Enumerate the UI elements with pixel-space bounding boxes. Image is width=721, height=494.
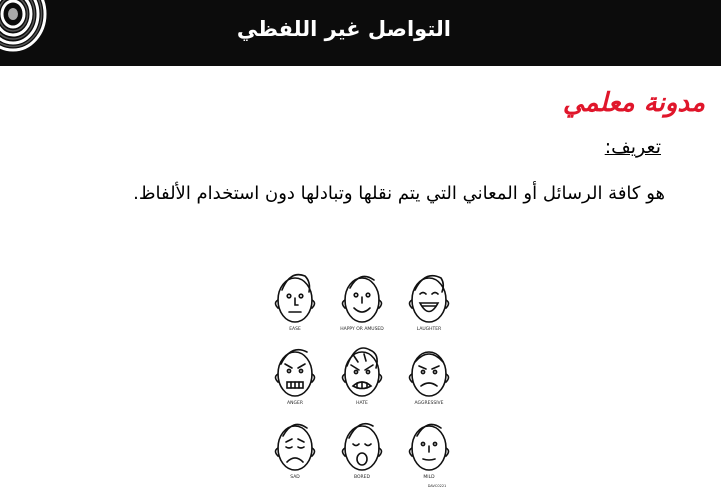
face-hate (343, 348, 382, 396)
label-hate: HATE (356, 401, 368, 406)
face-happy (343, 276, 382, 322)
label-mild: MILD (423, 475, 435, 480)
definition-heading: تعريف: (604, 136, 661, 158)
facial-expressions-illustration (262, 262, 462, 490)
illustration-code: DAVC0221 (427, 484, 447, 488)
face-sad (276, 424, 315, 470)
label-aggressive: AGGRESSIVE (414, 401, 444, 406)
label-sad: SAD (290, 475, 300, 480)
face-mild (410, 424, 449, 470)
face-bored (343, 424, 382, 470)
title-bar (0, 0, 721, 66)
face-laughter (410, 276, 449, 322)
definition-text: هو كافة الرسائل أو المعاني التي يتم نقلها وتبادلها دون استخدام الألفاظ. (133, 183, 665, 204)
spiral-logo-icon (0, 0, 48, 54)
label-anger: ANGER (287, 401, 303, 406)
label-bored: BORED (354, 475, 370, 480)
page-title: التواصل غير اللفظي (236, 17, 451, 41)
face-aggressive (410, 352, 449, 396)
face-anger (276, 350, 315, 396)
blog-name: مدونة معلمي (562, 88, 705, 118)
face-ease (276, 275, 315, 322)
label-ease: EASE (289, 327, 301, 332)
label-laughter: LAUGHTER (416, 327, 442, 332)
label-happy: HAPPY OR AMUSED (340, 327, 384, 332)
